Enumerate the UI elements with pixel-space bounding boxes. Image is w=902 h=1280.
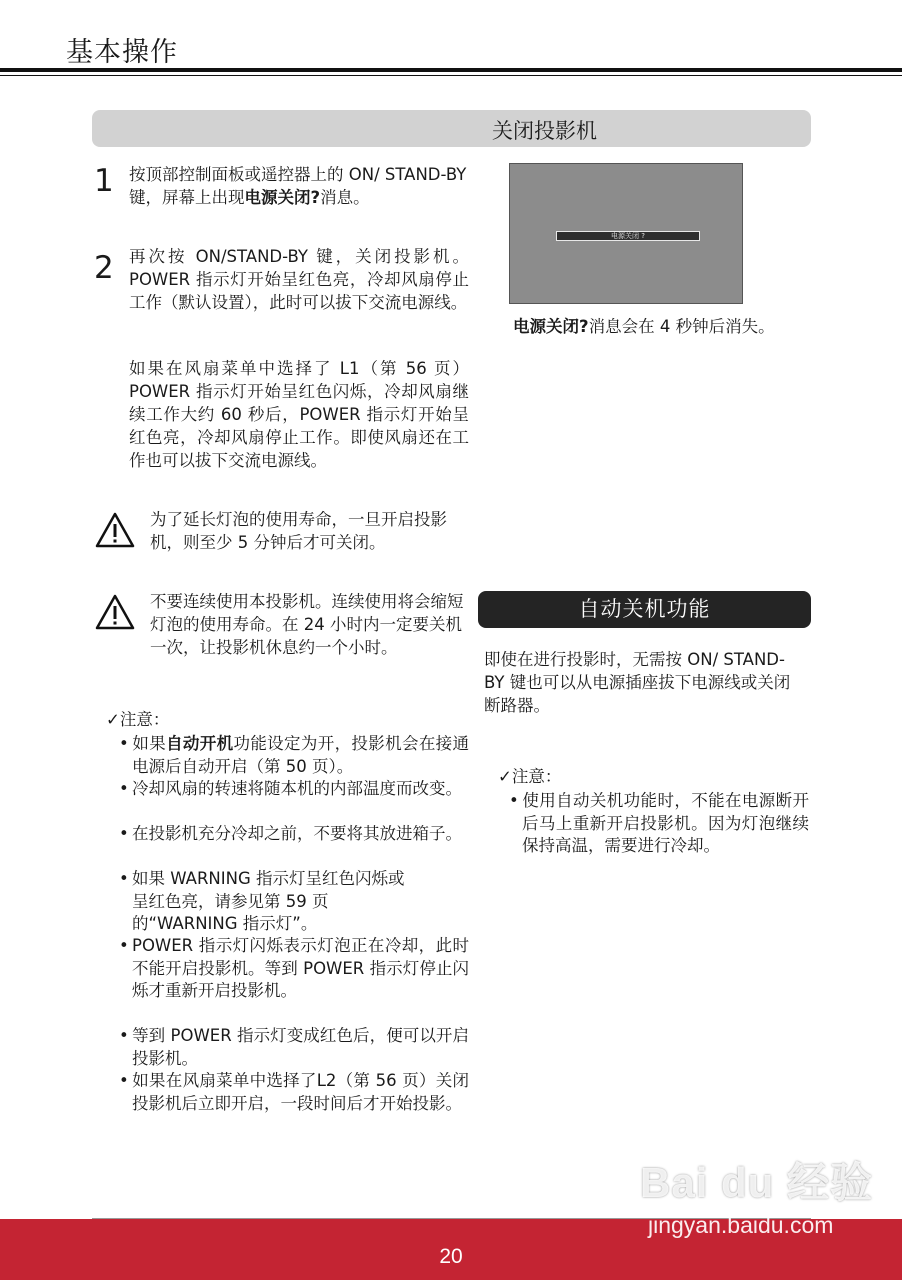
note-item: • 冷却风扇的转速将随本机的内部温度而改变。 bbox=[119, 779, 462, 798]
screen-caption-bold: 电源关闭? bbox=[513, 317, 589, 336]
note-item-2-text: 在投影机充分冷却之前，不要将其放进箱子。 bbox=[132, 824, 462, 843]
note-item-1-text: 冷却风扇的转速将随本机的内部温度而改变。 bbox=[132, 779, 462, 798]
page-header-title: 基本操作 bbox=[66, 37, 178, 68]
auto-off-title-bar: 自动关机功能 bbox=[478, 591, 811, 628]
watermark-logo: Bai du 经验 bbox=[640, 1159, 874, 1206]
step-number-1: 1 bbox=[94, 163, 114, 199]
header-rule-thin bbox=[0, 75, 902, 76]
step-1-bold-message: 电源关闭? bbox=[244, 188, 321, 207]
note-item: • 如果 WARNING 指示灯呈红色闪烁或呈红色亮，请参见第 59 页的“WARNING 指示灯”。 bbox=[119, 869, 405, 933]
fan-menu-paragraph: 如果在风扇菜单中选择了 L1（第 56 页）POWER 指示灯开始呈红色闪烁，冷却风扇继续工作大约 60 秒后，POWER 指示灯开始呈红色亮，冷却风扇停止工作。即使风扇还在工作也可以拔下交流电源线。 bbox=[129, 359, 469, 470]
warning-triangle-icon bbox=[95, 594, 135, 630]
auto-off-note-item: • 使用自动关机功能时，不能在电源断开后马上重新开启投影机。因为灯泡继续保持高温，需要进行冷却。 bbox=[509, 791, 809, 855]
page-number: 20 bbox=[439, 1245, 463, 1268]
header-rule-thick bbox=[0, 68, 902, 72]
note-item-5-text: 等到 POWER 指示灯变成红色后，便可以开启投影机。 bbox=[132, 1026, 469, 1068]
note-item: • POWER 指示灯闪烁表示灯泡正在冷却，此时不能开启投影机。等到 POWER 指示灯停止闪烁才重新开启投影机。 bbox=[119, 936, 469, 1000]
note-item-0-pre: 如果 bbox=[132, 734, 167, 753]
section-title-bar bbox=[92, 110, 811, 147]
note-item: • 等到 POWER 指示灯变成红色后，便可以开启投影机。 bbox=[119, 1026, 469, 1068]
power-off-message-box: 电源关闭 ? bbox=[556, 231, 700, 241]
warning-1-text: 为了延长灯泡的使用寿命，一旦开启投影机，则至少 5 分钟后才可关闭。 bbox=[150, 510, 447, 552]
note-item-0-bold: 自动开机 bbox=[166, 734, 234, 753]
note-item: • 在投影机充分冷却之前，不要将其放进箱子。 bbox=[119, 824, 462, 843]
note-item-3-text: 如果 WARNING 指示灯呈红色闪烁或呈红色亮，请参见第 59 页的“WARNING 指示灯”。 bbox=[132, 869, 405, 933]
warning-2-text: 不要连续使用本投影机。连续使用将会缩短灯泡的使用寿命。在 24 小时内一定要关机一次，让投影机休息约一个小时。 bbox=[150, 592, 464, 657]
auto-off-notes-label: ✓注意： bbox=[498, 767, 562, 786]
warning-triangle-icon bbox=[95, 512, 135, 548]
notes-label: ✓注意： bbox=[106, 710, 170, 729]
note-item-4-text: POWER 指示灯闪烁表示灯泡正在冷却，此时不能开启投影机。等到 POWER 指示灯停止闪烁才重新开启投影机。 bbox=[132, 936, 469, 1000]
screen-caption bbox=[513, 315, 813, 338]
note-item-0-post: 功能设定为开，投影机会在接通电源后自动开启（第 50 页）。 bbox=[132, 734, 470, 776]
projector-screen-illustration bbox=[509, 163, 743, 304]
watermark-url: jingyan.baidu.com bbox=[648, 1212, 834, 1238]
screen-caption-text: 消息会在 4 秒钟后消失。 bbox=[588, 317, 775, 336]
note-item: • 如果在风扇菜单中选择了L2（第 56 页）关闭投影机后立即开启，一段时间后才开始投影。 bbox=[119, 1071, 469, 1113]
step-2-text: 再次按 ON/STAND-BY 键，关闭投影机。POWER 指示灯开始呈红色亮，冷却风扇停止工作（默认设置），此时可以拔下交流电源线。 bbox=[129, 247, 469, 312]
section-title: 关闭投影机 bbox=[492, 119, 597, 143]
auto-off-note-item-text: 使用自动关机功能时，不能在电源断开后马上重新开启投影机。因为灯泡继续保持高温，需要进行冷却。 bbox=[522, 791, 809, 855]
step-number-2: 2 bbox=[94, 250, 114, 286]
step-1-text bbox=[129, 163, 469, 209]
note-item-6-text: 如果在风扇菜单中选择了L2（第 56 页）关闭投影机后立即开启，一段时间后才开始投影。 bbox=[132, 1071, 469, 1113]
step-1-text-after: 消息。 bbox=[320, 188, 370, 207]
note-item: • 如果自动开机功能设定为开，投影机会在接通电源后自动开启（第 50 页）。 bbox=[119, 734, 470, 776]
auto-off-text: 即使在进行投影时，无需按 ON/ STAND-BY 键也可以从电源插座拔下电源线或关闭断路器。 bbox=[484, 650, 791, 715]
step-1-text-before: 按顶部控制面板或遥控器上的 ON/ STAND-BY 键，屏幕上出现 bbox=[129, 165, 467, 207]
